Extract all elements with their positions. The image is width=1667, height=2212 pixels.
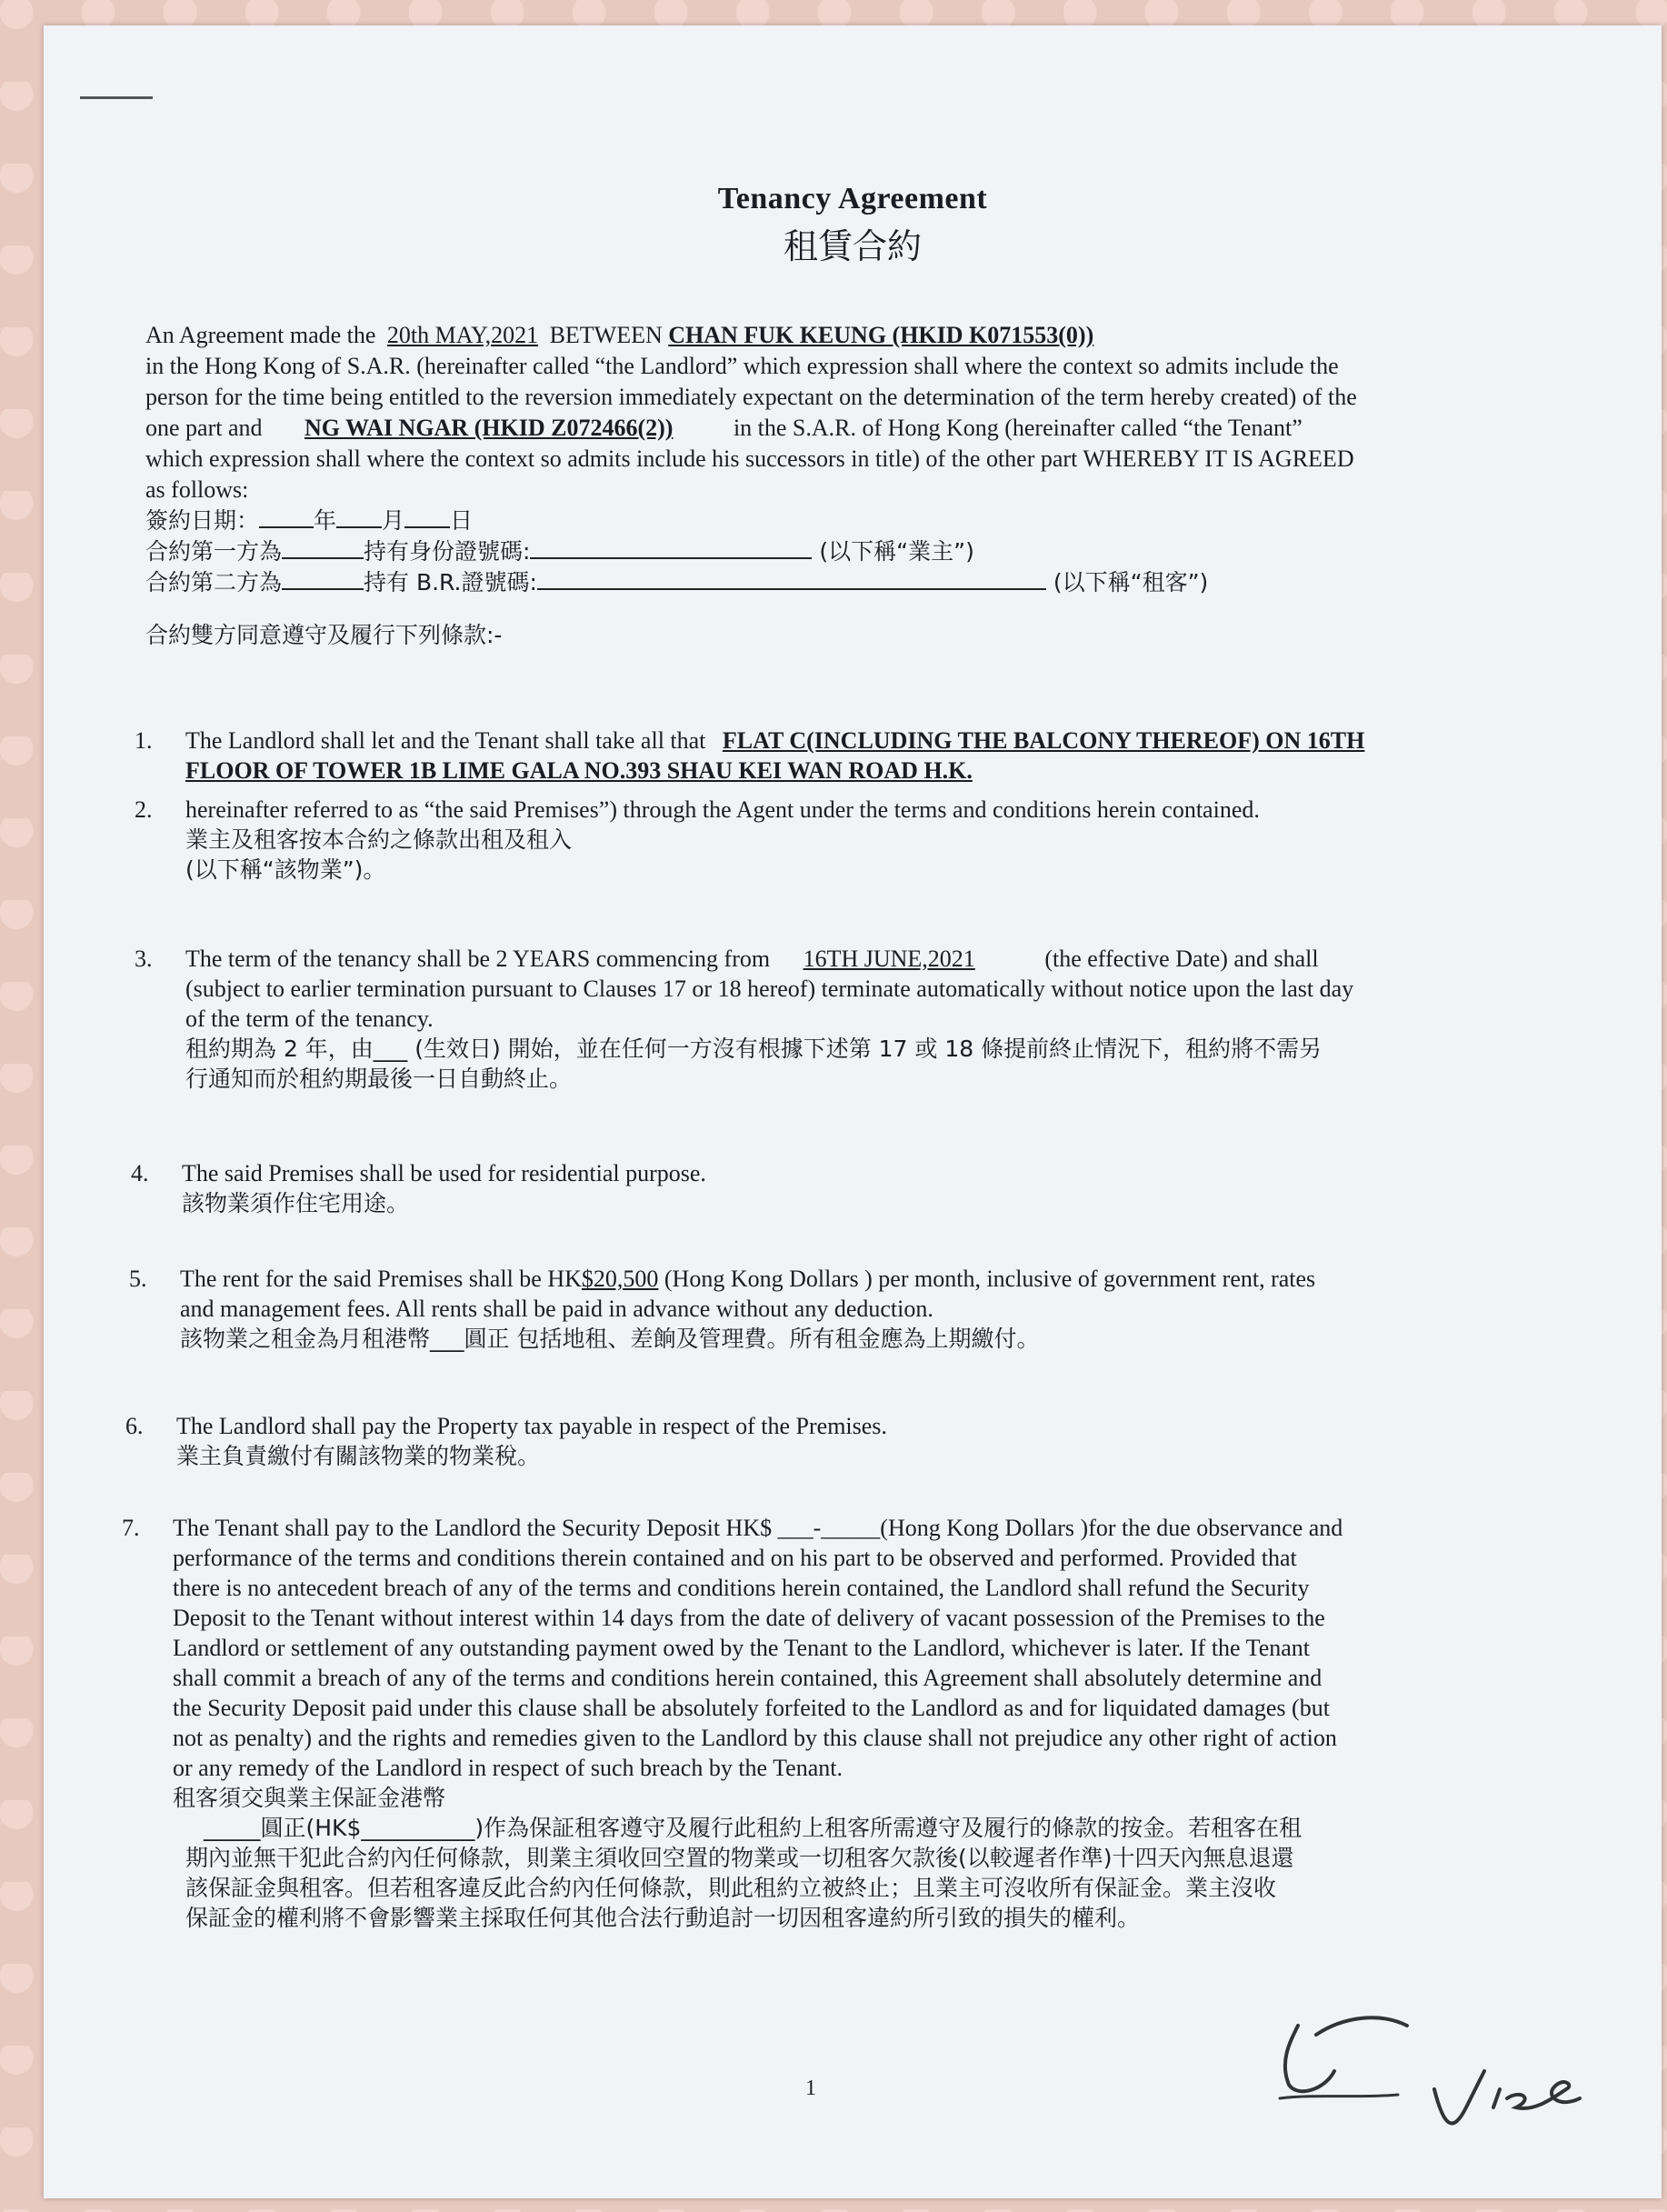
clause-number: 3.: [135, 946, 153, 972]
premises-line-2: FLOOR OF TOWER 1B LIME GALA NO.393 SHAU KEI WAN ROAD H.K.: [185, 757, 973, 784]
title-block: [44, 182, 1662, 268]
zh-landlord-ref: (以下稱“業主”): [819, 538, 974, 565]
clause-6-text: [176, 1411, 887, 1471]
intro-line-6: as follows:: [145, 476, 249, 503]
clause-3-text: [185, 944, 1353, 1094]
clause-number: 2.: [135, 796, 153, 823]
clause-5-zh: 該物業之租金為月租港幣___圓正 包括地租、差餉及管理費。所有租金應為上期繳付。: [180, 1326, 1040, 1352]
title-english: Tenancy Agreement: [717, 182, 988, 215]
clause-7-zh-line: 保証金的權利將不會影響業主採取任何其他合法行動追討一切因租客違約所引致的損失的權利。: [185, 1905, 1141, 1931]
tenant-name: NG WAI NGAR (HKID Z072466(2)): [304, 415, 674, 441]
clause-7-line: there is no antecedent breach of any of the terms and conditions herein contained, the Landlord shall refund the Security: [173, 1575, 1310, 1601]
clause-5-en-2: and management fees. All rents shall be paid in advance without any deduction.: [180, 1296, 933, 1322]
zh-party-1: [145, 536, 1563, 567]
monthly-rent: $20,500: [581, 1266, 659, 1292]
page-number: 1: [805, 2077, 816, 2100]
clause-number: 1.: [135, 727, 153, 754]
clause-7-line: performance of the terms and conditions therein contained and on his part to be observed and performed. Provided that: [173, 1545, 1297, 1571]
clause-1-lead: The Landlord shall let and the Tenant shall take all that: [185, 727, 706, 754]
intro-one-part-and: one part and: [145, 415, 263, 441]
intro-line-3: person for the time being entitled to the reversion immediately expectant on the determination of the term hereby created) of the: [145, 384, 1357, 410]
clause-5-en-1a: The rent for the said Premises shall be HK: [180, 1266, 582, 1292]
clause-2-zh-2: (以下稱“該物業”)。: [185, 856, 386, 883]
zh-holder-br-label: 持有 B.R.證號碼:: [364, 569, 537, 596]
clause-7-zh-head: 租客須交與業主保証金港幣: [173, 1785, 446, 1811]
clause-7-line: Deposit to the Tenant without interest within 14 days from the date of delivery of vacant possession of the Premises to the: [173, 1605, 1325, 1631]
clause-7-line: not as penalty) and the rights and remedies given to the Landlord by this clause shall not prejudice any other right of action: [173, 1725, 1337, 1751]
zh-year: 年: [314, 507, 337, 534]
intro-between: BETWEEN: [549, 322, 663, 348]
clause-7-line: Landlord or settlement of any outstanding payment owed by the Tenant to the Landlord, whichever is later. If the Tenant: [173, 1635, 1310, 1661]
clause-2-en: hereinafter referred to as “the said Premises”) through the Agent under the terms and conditions herein contained.: [185, 796, 1260, 823]
zh-party-2: [145, 567, 1563, 598]
clause-3-en-3: of the term of the tenancy.: [185, 1006, 434, 1032]
title-chinese: 租賃合約: [783, 226, 922, 266]
zh-date-label: 簽約日期：: [145, 507, 260, 534]
intro-paragraph: [145, 320, 1563, 651]
handwritten-signature: [1262, 2007, 1589, 2153]
clause-5-text: [180, 1264, 1315, 1354]
clause-4-en: The said Premises shall be used for residential purpose.: [182, 1160, 706, 1186]
clause-4-zh: 該物業須作住宅用途。: [182, 1190, 410, 1216]
clause-3-zh-2: 行通知而於租約期最後一日自動終止。: [185, 1066, 573, 1092]
clause-7-en-1a: The Tenant shall pay to the Landlord the Security Deposit HK$: [173, 1515, 773, 1541]
zh-tenant-ref: (以下稱“租客”): [1053, 569, 1209, 596]
clause-5-en-1b: (Hong Kong Dollars ) per month, inclusive of government rent, rates: [658, 1266, 1316, 1292]
intro-line-5: which expression shall where the context so admits include his successors in title) of the other part WHEREBY IT IS AGREED: [145, 445, 1354, 472]
zh-holder-id-label: 持有身份證號碼:: [364, 538, 531, 565]
clause-7-line: or any remedy of the Landlord in respect of such breach by the Tenant.: [173, 1755, 843, 1781]
security-deposit: ___-_____: [777, 1515, 881, 1541]
clause-number: 4.: [131, 1160, 149, 1186]
zh-agree: 合約雙方同意遵守及履行下列條款:-: [145, 622, 503, 648]
clause-3-en-2: (subject to earlier termination pursuant to Clauses 17 or 18 hereof) terminate automatically without notice upon the last day: [185, 976, 1354, 1002]
clause-2-text: [185, 795, 1260, 885]
intro-tenant-after: in the S.A.R. of Hong Kong (hereinafter called “the Tenant”: [733, 415, 1303, 441]
document-page: [44, 25, 1662, 2198]
intro-made-the: An Agreement made the: [145, 322, 376, 348]
premises-line-1: FLAT C(INCLUDING THE BALCONY THEREOF) ON 16TH: [722, 727, 1365, 754]
commencement-date: 16TH JUNE,2021: [803, 946, 975, 972]
zh-day: 日: [450, 507, 474, 534]
clause-2-zh-1: 業主及租客按本合約之條款出租及租入: [185, 826, 573, 853]
clause-4-text: [182, 1158, 706, 1218]
clause-6-zh: 業主負責繳付有關該物業的物業稅。: [176, 1443, 541, 1469]
intro-line-2: in the Hong Kong of S.A.R. (hereinafter called “the Landlord” which expression shall where the context so admits include the: [145, 353, 1339, 379]
corner-mark: [80, 96, 153, 99]
clause-3-en-1b: (the effective Date) and shall: [1044, 946, 1319, 972]
zh-party2-label: 合約第二方為: [145, 569, 283, 596]
clause-7-zh-line: _____圓正(HK$__________)作為保証租客遵守及履行此租約上租客所需遵守及履行的條款的按金。若租客在租: [204, 1815, 1303, 1841]
clause-7-line: shall commit a breach of any of the terms and conditions herein contained, this Agreement shall absolutely determine and: [173, 1665, 1323, 1691]
clause-7-line: the Security Deposit paid under this clause shall be absolutely forfeited to the Landlord as and for liquidated damages (but: [173, 1695, 1330, 1721]
clause-3-en-1a: The term of the tenancy shall be 2 YEARS commencing from: [185, 946, 771, 972]
clause-7-zh-line: 該保証金與租客。但若租客違反此合約內任何條款，則此租約立被終止；且業主可沒收所有保証金。業主沒收: [185, 1875, 1277, 1901]
clause-number: 6.: [125, 1413, 144, 1439]
clause-number: 7.: [122, 1515, 140, 1541]
landlord-name: CHAN FUK KEUNG (HKID K071553(0)): [668, 322, 1094, 348]
zh-sign-date: [145, 505, 1563, 536]
clause-7-text: [173, 1513, 1343, 1933]
zh-month: 月: [382, 507, 405, 534]
clause-3-zh-1: 租約期為 2 年，由___ (生效日) 開始，並在任何一方沒有根據下述第 17 或 18 條提前終止情況下，租約將不需另: [185, 1036, 1323, 1062]
clause-7-zh-line: 期內並無干犯此合約內任何條款，則業主須收回空置的物業或一切租客欠款後(以較遲者作準)十四天內無息退還: [185, 1845, 1294, 1871]
clause-1-text: [185, 726, 1364, 786]
clause-6-en: The Landlord shall pay the Property tax payable in respect of the Premises.: [176, 1413, 887, 1439]
agreement-date: 20th MAY,2021: [386, 322, 539, 348]
zh-party1-label: 合約第一方為: [145, 538, 283, 565]
clause-7-en-1b: (Hong Kong Dollars )for the due observance and: [880, 1515, 1343, 1541]
clause-number: 5.: [129, 1266, 147, 1292]
